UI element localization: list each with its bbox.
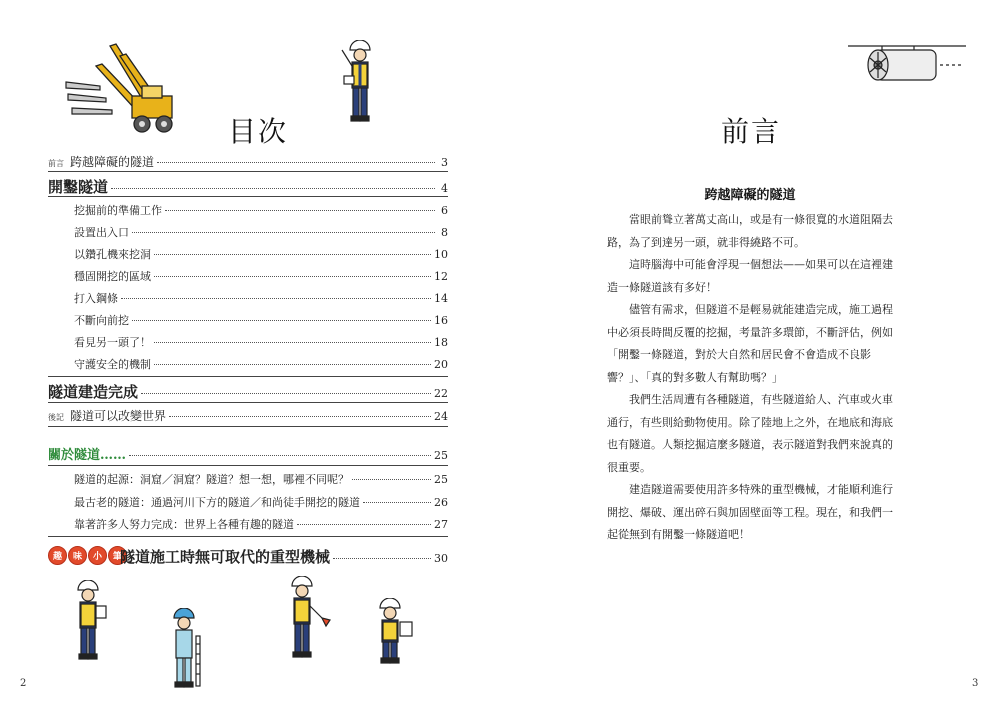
- toc-leader: [297, 524, 431, 525]
- toc-divider: [48, 426, 448, 427]
- worker-with-tablet-icon: [70, 580, 112, 662]
- toc-label: 挖掘前的準備工作: [74, 204, 162, 217]
- toc-divider: [48, 402, 448, 403]
- toc-heading: 目次: [228, 115, 289, 148]
- toc-label: 打入鋼條: [74, 292, 118, 305]
- toc-page-number: 24: [434, 410, 448, 423]
- toc-leader: [157, 162, 435, 163]
- toc-page-number: 3: [441, 156, 448, 169]
- toc-label: 隧道的起源：洞窟／洞窟？隧道？想一想，哪裡不同呢？: [74, 473, 349, 486]
- toc-page-number: 6: [441, 204, 448, 217]
- toc-item-chapter[interactable]: [48, 381, 448, 401]
- toc-label: 隧道施工時無可取代的重型機械: [120, 548, 331, 566]
- toc-item-section[interactable]: [74, 224, 448, 242]
- toc-leader: [169, 416, 431, 417]
- drill-jumbo-machine-icon: [62, 38, 182, 138]
- foreword-paragraph: 建造隧道需要使用許多特殊的重型機械，才能順利進行開挖、爆破、運出碎石與加固壁面等工程。現在，和我們一起從無到有開鑿一條隧道吧！: [607, 483, 893, 541]
- toc-item-about-tunnels[interactable]: [48, 444, 448, 464]
- toc-page-number: 20: [434, 358, 448, 371]
- toc-prefix: 後記: [48, 413, 64, 422]
- toc-leader: [165, 210, 435, 211]
- toc-page-number: 4: [441, 182, 448, 195]
- toc-item-foreword[interactable]: [48, 153, 448, 171]
- toc-leader: [129, 455, 431, 456]
- toc-label: 隧道建造完成: [48, 383, 139, 401]
- toc-item-chapter[interactable]: [48, 176, 448, 196]
- toc-item-section[interactable]: [74, 516, 448, 534]
- foreword-paragraph: 我們生活周遭有各種隧道，有些隧道給人、汽車或火車通行，有些則給動物使用。除了陸地上之外，在地底和海底也有隧道。人類挖掘這麼多隧道，表示隧道對我們來說真的很重要。: [607, 393, 893, 474]
- toc-item-afterword[interactable]: [48, 407, 448, 425]
- toc-divider: [48, 196, 448, 197]
- toc-leader: [141, 393, 431, 394]
- toc-leader: [121, 298, 431, 299]
- toc-item-section[interactable]: [74, 202, 448, 220]
- toc-divider: [48, 465, 448, 466]
- foreword-heading: 前言: [721, 115, 782, 148]
- toc-label: 不斷向前挖: [74, 314, 129, 327]
- foreword-paragraph: 當眼前聳立著萬丈高山，或是有一條很寬的水道阻隔去路，為了到達另一頭，就非得繞路不可。: [607, 213, 893, 249]
- toc-label: 穩固開挖的區域: [74, 270, 151, 283]
- toc-label: 最古老的隧道：通過河川下方的隧道／和尚徒手開挖的隧道: [74, 496, 360, 509]
- toc-label: 看見另一頭了！: [74, 336, 151, 349]
- badge-char: 趣: [48, 546, 67, 565]
- toc-item-section[interactable]: [74, 356, 448, 374]
- worker-with-flag-icon: [282, 576, 332, 660]
- foreword-paragraph: 這時腦海中可能會浮現一個想法——如果可以在這裡建造一條隧道該有多好！: [607, 258, 893, 294]
- worker-with-measuring-rod-icon: [166, 608, 208, 690]
- toc-page-number: 25: [434, 473, 448, 486]
- foreword-subtitle: 跨越障礙的隧道: [704, 188, 796, 203]
- toc-prefix: 前言: [48, 159, 64, 168]
- toc-label: 以鑽孔機來挖洞: [74, 248, 151, 261]
- toc-leader: [132, 320, 431, 321]
- toc-page-number: 22: [434, 387, 448, 400]
- toc-page-number: 8: [441, 226, 448, 239]
- toc-label: 守護安全的機制: [74, 358, 151, 371]
- badge-char: 筆: [108, 546, 127, 565]
- toc-item-section[interactable]: [74, 494, 448, 512]
- right-page: [500, 0, 1000, 707]
- toc-page-number: 30: [434, 552, 448, 565]
- toc-page-number: 16: [434, 314, 448, 327]
- page-number-left: 2: [20, 678, 27, 689]
- toc-page-number: 26: [434, 496, 448, 509]
- toc-divider: [48, 536, 448, 537]
- toc-leader: [363, 502, 431, 503]
- worker-pointing-icon: [336, 40, 384, 126]
- foreword-paragraph: 儘管有需求，但隧道不是輕易就能建造完成，施工過程中必須長時間反覆的挖掘，考量許多環節，不斷評估，例如「開鑿一條隧道，對於大自然和居民會不會造成不良影響？」、「真的對多數人有幫助嗎？」: [607, 303, 893, 384]
- toc-page-number: 12: [434, 270, 448, 283]
- toc-page-number: 25: [434, 449, 448, 462]
- worker-with-clipboard-icon: [372, 598, 420, 668]
- fun-notes-badge: [48, 546, 127, 565]
- toc-page-number: 10: [434, 248, 448, 261]
- badge-char: 小: [88, 546, 107, 565]
- toc-leader: [132, 232, 435, 233]
- tunnel-fan-icon: [848, 36, 966, 88]
- toc-item-section[interactable]: [74, 268, 448, 286]
- toc-label: 開鑿隧道: [48, 178, 109, 196]
- toc-item-section[interactable]: [74, 471, 448, 489]
- toc-leader: [154, 364, 431, 365]
- toc-item-section[interactable]: [74, 312, 448, 330]
- toc-label: 隧道可以改變世界: [70, 409, 167, 423]
- page-number-right: 3: [972, 678, 979, 689]
- toc-leader: [154, 276, 431, 277]
- toc-page-number: 14: [434, 292, 448, 305]
- toc-page-number: 27: [434, 518, 448, 531]
- toc-page-number: 18: [434, 336, 448, 349]
- toc-item-section[interactable]: [74, 334, 448, 352]
- toc-divider: [48, 171, 448, 172]
- toc-item-section[interactable]: [74, 246, 448, 264]
- toc-label: 靠著許多人努力完成：世界上各種有趣的隧道: [74, 518, 294, 531]
- badge-char: 味: [68, 546, 87, 565]
- toc-label: 設置出入口: [74, 226, 129, 239]
- toc-label: 關於隧道……: [48, 448, 127, 463]
- toc-leader: [333, 558, 431, 559]
- toc-item-section[interactable]: [74, 290, 448, 308]
- toc-item-heavy-machines[interactable]: [120, 546, 448, 566]
- toc-label: 跨越障礙的隧道: [70, 155, 155, 169]
- toc-leader: [111, 188, 435, 189]
- toc-leader: [154, 342, 431, 343]
- toc-leader: [154, 254, 431, 255]
- toc-divider: [48, 376, 448, 377]
- toc-leader: [352, 479, 431, 480]
